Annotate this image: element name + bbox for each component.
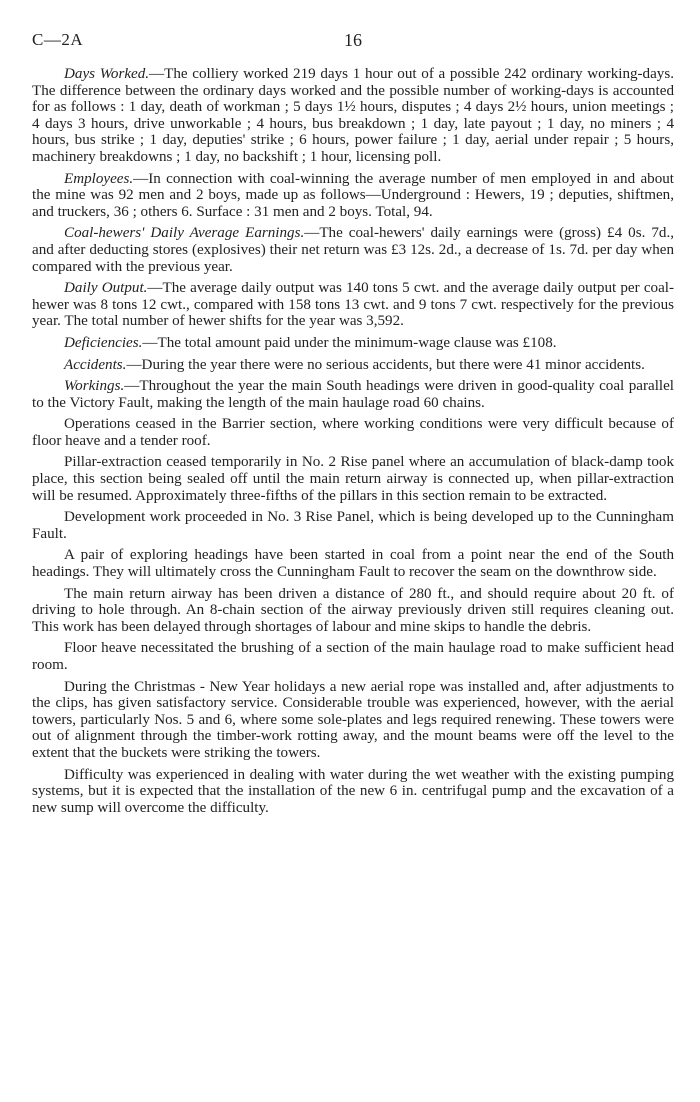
paragraph-text: —In connection with coal-winning the average number of men employed in and about the mine was 92 men and 2 boys, made up as follows—Underground : Hewers, 19 ; deputies, shiftmen, and truckers, 36 ; others 6. Surface : 31 men and 2 boys. Total, 94. <box>32 170 674 220</box>
paragraph-text: The main return airway has been driven a distance of 280 ft., and should require about 20 ft. of driving to hole through. An 8-chain section of the airway previously driven still requires cleaning out. This work has been delayed through shortages of labour and mine skips to handle the debris. <box>32 585 674 635</box>
paragraph-text: —Throughout the year the main South headings were driven in good-quality coal parallel to the Victory Fault, making the length of the main haulage road 60 chains. <box>32 378 674 411</box>
paragraph-text: A pair of exploring headings have been started in coal from a point near the end of the South headings. They will ultimately cross the Cunningham Fault to recover the seam on the downthrow side. <box>32 547 674 581</box>
paragraph-text: —The average daily output was 140 tons 5 cwt. and the average daily output per coal-hewer was 8 tons 12 cwt., compared with 158 tons 13 cwt. and 9 tons 7 cwt. respectively for the previous year. The total number of hewer shifts for the year was 3,592. <box>32 280 674 330</box>
paragraph-text: Operations ceased in the Barrier section, where working conditions were very difficult because of floor heave and a tender roof. <box>32 416 674 449</box>
paragraph-text: Development work proceeded in No. 3 Rise Panel, which is being developed up to the Cunningham Fault. <box>32 509 674 542</box>
paragraph-heading: Coal-hewers' Daily Average Earnings. <box>64 225 305 242</box>
paragraph-workings <box>32 378 674 411</box>
paragraph-heading: Days Worked. <box>64 66 150 82</box>
paragraph-daily-output <box>32 280 674 330</box>
document-reference: C—2A <box>32 30 84 49</box>
paragraph-accidents <box>32 357 674 374</box>
paragraph-heading: Employees. <box>64 170 134 187</box>
paragraph-exploring-headings <box>32 547 674 580</box>
paragraph-text: —During the year there were no serious accidents, but there were 41 minor accidents. <box>126 356 645 373</box>
paragraph-heading: Daily Output. <box>64 280 148 297</box>
paragraph-text: During the Christmas - New Year holidays a new aerial rope was installed and, after adjustments to the clips, has given satisfactory service. Considerable trouble was experienced, however, with the aerial towers, particularly Nos. 5 and 6, where some sole-plates and legs required renewing. These towers were out of alignment through the timber-work rotting away, and the mount beams were off the level to the extent that the buckets were striking the towers. <box>32 678 674 761</box>
paragraph-employees <box>32 171 674 221</box>
paragraph-heading: Deficiencies. <box>64 334 143 351</box>
paragraph-days-worked <box>32 66 674 166</box>
paragraph-text: —The total amount paid under the minimum-wage clause was £108. <box>142 334 557 351</box>
paragraph-text: —The colliery worked 219 days 1 hour out of a possible 242 ordinary working-days. The difference between the ordinary days worked and the possible number of working-days is accounted for as follows : 1 day, death of workman ; 5 days 1½ hours, disputes ; 4 days 2½ hours, union meetings ; 4 days 3 hours, drive unworkable ; 4 hours, bus breakdown ; 1 day, late payout ; 1 day, no miners ; 4 hours, bus strike ; 1 day, deputies' strike ; 6 hours, power failure ; 1 day, aerial under repair ; 5 hours, machinery breakdowns ; 1 day, no backshift ; 1 hour, licensing poll. <box>32 66 674 165</box>
page-header <box>32 32 674 56</box>
paragraph-earnings <box>32 225 674 275</box>
page-number: 16 <box>344 30 362 50</box>
paragraph-water-pumping <box>32 767 674 817</box>
paragraph-development-work <box>32 509 674 542</box>
paragraph-floor-heave <box>32 640 674 673</box>
paragraph-aerial-rope <box>32 679 674 762</box>
paragraph-heading: Accidents. <box>64 356 127 373</box>
paragraph-text: Difficulty was experienced in dealing with water during the wet weather with the existing pumping systems, but it is expected that the installation of the new 6 in. centrifugal pump and the excavation of a new sump will overcome the difficulty. <box>32 766 674 816</box>
paragraph-pillar-extraction <box>32 454 674 504</box>
paragraph-text: —The coal-hewers' daily earnings were (gross) £4 0s. 7d., and after deducting stores (explosives) their net return was £3 12s. 2d., a decrease of 1s. 7d. per day when compared with the previous year. <box>32 225 674 275</box>
paragraph-heading: Workings. <box>64 378 125 395</box>
paragraph-deficiencies <box>32 335 674 352</box>
paragraph-text: Floor heave necessitated the brushing of a section of the main haulage road to make sufficient head room. <box>32 640 674 673</box>
report-body <box>32 66 674 816</box>
paragraph-text: Pillar-extraction ceased temporarily in No. 2 Rise panel where an accumulation of black-damp took place, this section being sealed off until the main return airway is connected up, when pillar-extraction will be resumed. Approximately three-fifths of the pillars in this section remain to be extracted. <box>32 454 674 504</box>
paragraph-barrier-section <box>32 416 674 449</box>
paragraph-return-airway <box>32 586 674 636</box>
